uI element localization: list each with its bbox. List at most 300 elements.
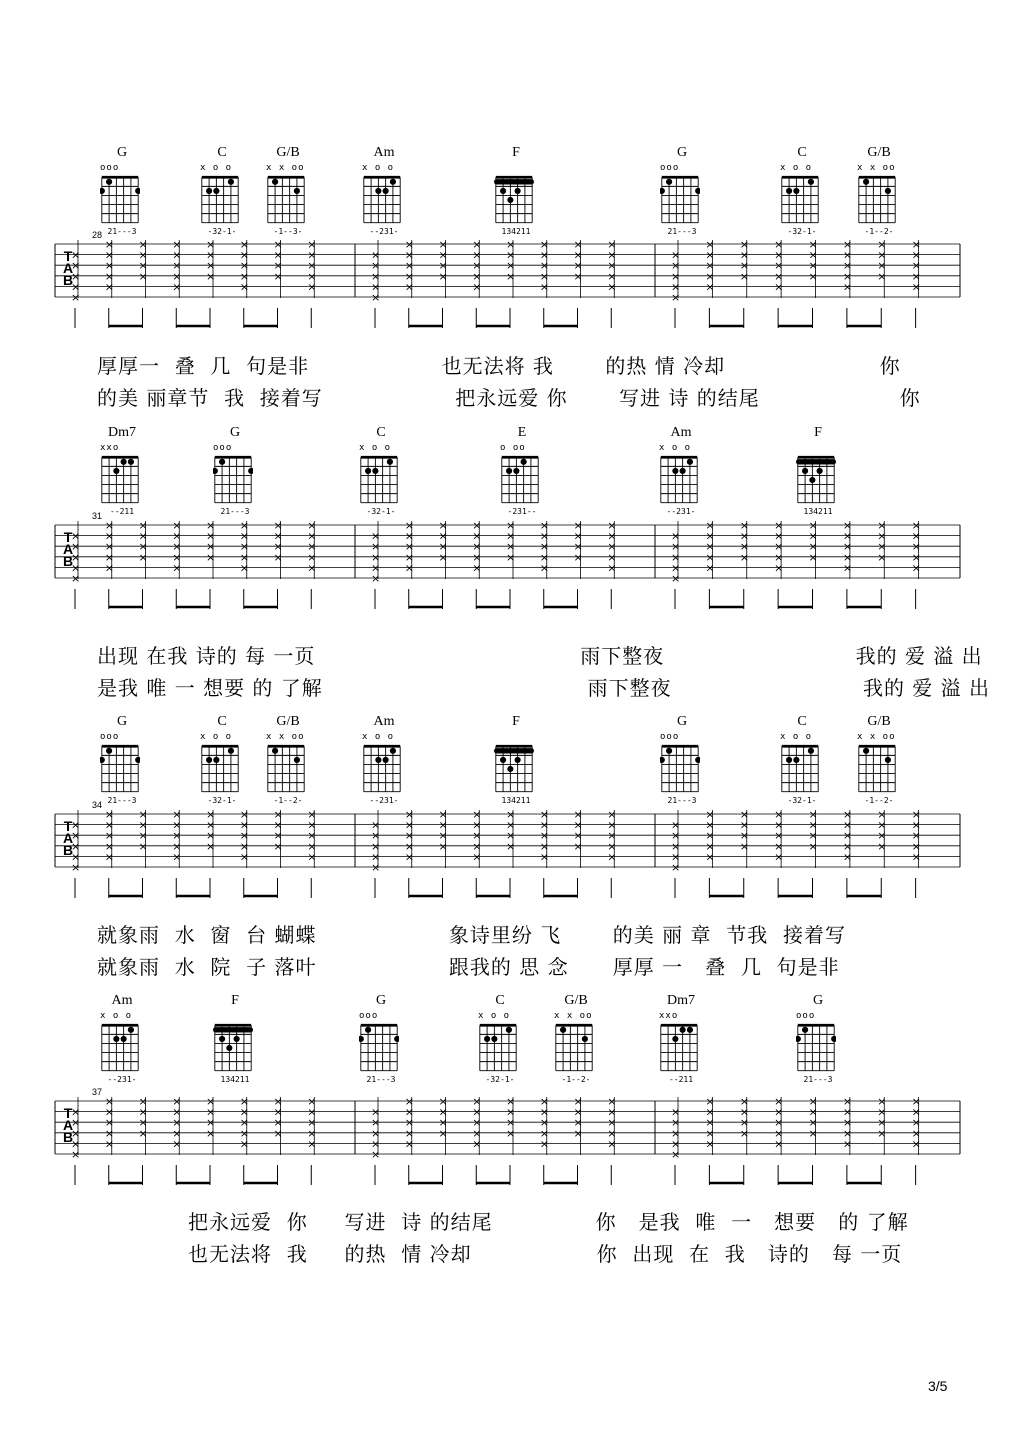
chord-diagram — [266, 714, 310, 809]
svg-text:×: × — [206, 839, 216, 853]
chord-fingering: -32-1- — [207, 796, 237, 805]
svg-text:×: × — [404, 829, 414, 843]
svg-text:×: × — [307, 829, 317, 843]
chord-diagram — [100, 714, 144, 809]
svg-text:×: × — [506, 269, 516, 283]
svg-text:×: × — [539, 810, 549, 821]
svg-text:×: × — [842, 1105, 853, 1119]
svg-text:×: × — [239, 850, 249, 864]
svg-text:×: × — [607, 1116, 617, 1130]
svg-text:×: × — [705, 550, 715, 564]
svg-text:×: × — [705, 521, 715, 532]
svg-text:×: × — [607, 1137, 617, 1151]
svg-text:×: × — [739, 248, 749, 262]
svg-text:×: × — [808, 529, 818, 543]
svg-text:×: × — [239, 839, 249, 853]
svg-text:×: × — [206, 1116, 216, 1130]
chord-diagram — [659, 993, 703, 1088]
svg-text:×: × — [138, 529, 148, 543]
chord-fingering: 21---3 — [107, 796, 137, 805]
svg-text:×: × — [71, 269, 81, 283]
svg-text:×: × — [671, 540, 681, 554]
svg-text:×: × — [911, 1137, 921, 1151]
svg-text:×: × — [506, 818, 516, 832]
svg-text:×: × — [438, 248, 448, 262]
svg-text:×: × — [172, 810, 182, 821]
svg-text:×: × — [671, 839, 681, 853]
chord-name: C — [495, 993, 505, 1008]
svg-text:×: × — [472, 248, 482, 262]
svg-text:×: × — [774, 240, 784, 251]
chord-name: Am — [373, 714, 395, 729]
svg-text:×: × — [877, 529, 887, 543]
svg-text:×: × — [239, 1137, 249, 1151]
svg-text:×: × — [739, 1097, 749, 1108]
tab-clef-letter: A — [62, 260, 74, 276]
chord-name: G/B — [867, 145, 891, 160]
open-string-marks: x o o — [659, 443, 692, 453]
svg-text:×: × — [573, 818, 583, 832]
svg-text:×: × — [104, 521, 114, 532]
svg-text:×: × — [539, 1126, 549, 1140]
svg-text:×: × — [774, 540, 784, 554]
svg-text:×: × — [71, 1126, 81, 1140]
svg-text:×: × — [172, 550, 182, 564]
svg-text:×: × — [239, 1097, 249, 1108]
svg-text:×: × — [404, 1137, 414, 1151]
svg-text:×: × — [138, 1105, 148, 1119]
tab-clef-letter: T — [63, 1105, 73, 1121]
svg-text:×: × — [71, 850, 81, 864]
svg-text:×: × — [206, 818, 216, 832]
open-string-marks: x x oo — [266, 163, 305, 173]
chord-name: Dm7 — [667, 993, 695, 1008]
svg-text:×: × — [808, 1116, 818, 1130]
svg-text:×: × — [808, 269, 818, 283]
svg-text:×: × — [671, 561, 681, 575]
svg-text:×: × — [877, 829, 887, 843]
svg-text:×: × — [911, 259, 921, 273]
svg-text:×: × — [104, 240, 114, 251]
svg-text:×: × — [104, 550, 114, 564]
open-string-marks: x o o — [362, 163, 395, 173]
svg-text:×: × — [739, 240, 749, 251]
svg-text:×: × — [705, 1137, 715, 1151]
svg-text:×: × — [472, 561, 482, 575]
chord-fingering: 21---3 — [803, 1075, 833, 1084]
chord-grid — [200, 175, 240, 225]
svg-text:×: × — [206, 521, 216, 532]
chord-diagram — [500, 425, 544, 520]
svg-text:×: × — [307, 850, 317, 864]
svg-text:×: × — [573, 1116, 583, 1130]
open-string-marks: x x oo — [554, 1011, 593, 1021]
svg-text:×: × — [877, 540, 887, 554]
chord-diagram — [494, 714, 538, 809]
chord-grid — [660, 175, 700, 225]
tab-clef-letter: B — [62, 553, 74, 569]
svg-text:×: × — [172, 280, 182, 294]
chord-fingering: --231- — [369, 227, 399, 236]
svg-text:×: × — [671, 1105, 681, 1119]
svg-text:×: × — [607, 529, 617, 543]
svg-text:×: × — [273, 1097, 283, 1108]
chord-fingering: -1--2- — [864, 796, 894, 805]
chord-name: G — [116, 145, 128, 160]
svg-text:×: × — [808, 240, 818, 251]
chord-diagram — [796, 993, 840, 1088]
svg-text:×: × — [404, 1126, 414, 1140]
svg-text:×: × — [371, 529, 381, 543]
svg-text:×: × — [71, 540, 81, 554]
svg-text:×: × — [273, 829, 283, 843]
svg-text:×: × — [774, 839, 784, 853]
svg-text:×: × — [671, 1116, 681, 1130]
chord-fingering: --231- — [369, 796, 399, 805]
chord-diagram — [362, 714, 406, 809]
svg-text:×: × — [573, 829, 583, 843]
svg-text:×: × — [842, 280, 853, 294]
svg-text:×: × — [877, 818, 887, 832]
chord-grid — [796, 1023, 836, 1073]
svg-text:×: × — [774, 850, 784, 864]
chord-diagram — [100, 993, 144, 1088]
svg-text:×: × — [239, 540, 249, 554]
svg-text:×: × — [71, 550, 81, 564]
svg-text:×: × — [539, 1105, 549, 1119]
chord-grid — [362, 744, 402, 794]
chord-name: Am — [111, 993, 133, 1008]
svg-text:×: × — [506, 529, 516, 543]
chord-name: F — [512, 714, 520, 729]
svg-text:×: × — [539, 561, 549, 575]
chord-name: G — [676, 714, 688, 729]
chord-name: C — [217, 145, 227, 160]
svg-text:×: × — [607, 561, 617, 575]
tab-lines — [0, 521, 1024, 631]
svg-text:×: × — [307, 550, 317, 564]
svg-text:×: × — [705, 240, 715, 251]
svg-text:×: × — [273, 1105, 283, 1119]
chord-grid — [857, 175, 897, 225]
svg-text:×: × — [273, 248, 283, 262]
chord-fingering: 134211 — [803, 507, 833, 516]
svg-text:×: × — [273, 810, 283, 821]
page-number: 3/5 — [928, 1378, 948, 1394]
open-string-marks: x x oo — [266, 732, 305, 742]
chord-grid — [659, 455, 699, 505]
svg-text:×: × — [842, 1116, 853, 1130]
svg-text:×: × — [539, 259, 549, 273]
svg-text:×: × — [273, 1126, 283, 1140]
svg-text:×: × — [739, 818, 749, 832]
svg-text:×: × — [506, 1105, 516, 1119]
svg-text:×: × — [671, 291, 681, 304]
svg-text:×: × — [774, 1097, 784, 1108]
svg-text:×: × — [911, 521, 921, 532]
svg-text:×: × — [539, 521, 549, 532]
svg-text:×: × — [104, 1126, 114, 1140]
svg-text:×: × — [539, 529, 549, 543]
svg-text:×: × — [671, 829, 681, 843]
svg-text:×: × — [808, 550, 818, 564]
svg-text:×: × — [438, 540, 448, 554]
svg-text:×: × — [842, 810, 853, 821]
svg-text:×: × — [472, 259, 482, 273]
tab-staff — [0, 1087, 1024, 1207]
svg-text:×: × — [307, 839, 317, 853]
svg-text:×: × — [506, 839, 516, 853]
svg-text:×: × — [172, 259, 182, 273]
svg-text:×: × — [671, 550, 681, 564]
svg-text:×: × — [404, 248, 414, 262]
open-string-marks: x x oo — [857, 732, 896, 742]
svg-text:×: × — [774, 1116, 784, 1130]
svg-text:×: × — [911, 240, 921, 251]
open-string-marks: x o o — [100, 1011, 133, 1021]
svg-text:×: × — [172, 818, 182, 832]
svg-text:×: × — [206, 1126, 216, 1140]
svg-text:×: × — [307, 269, 317, 283]
svg-text:×: × — [239, 1105, 249, 1119]
svg-text:×: × — [239, 280, 249, 294]
svg-text:×: × — [506, 1116, 516, 1130]
svg-text:×: × — [539, 829, 549, 843]
svg-text:×: × — [138, 550, 148, 564]
svg-text:×: × — [573, 540, 583, 554]
chord-grid — [780, 744, 820, 794]
open-string-marks: x o o — [478, 1011, 511, 1021]
svg-text:×: × — [607, 269, 617, 283]
chord-grid — [494, 175, 534, 225]
chord-grid — [200, 744, 240, 794]
lyric-line: 就象雨 水 窗 台 蝴蝶 象诗里纷 飞 的美 丽 章 节我 接着写 — [97, 923, 846, 947]
svg-text:×: × — [774, 259, 784, 273]
chord-name: G/B — [276, 145, 300, 160]
chord-fingering: 21---3 — [366, 1075, 396, 1084]
lyric-line: 是我 唯 一 想要 的 了解 雨下整夜 我的 爱 溢 出 — [97, 676, 991, 700]
svg-text:×: × — [438, 1097, 448, 1108]
svg-text:×: × — [911, 1097, 921, 1108]
svg-text:×: × — [573, 550, 583, 564]
svg-text:×: × — [774, 248, 784, 262]
tab-lines — [0, 1097, 1024, 1207]
open-string-marks: ooo — [100, 732, 120, 742]
chord-name: G/B — [276, 714, 300, 729]
svg-text:×: × — [671, 818, 681, 832]
svg-text:×: × — [739, 1105, 749, 1119]
svg-text:×: × — [774, 561, 784, 575]
svg-text:×: × — [438, 810, 448, 821]
svg-text:×: × — [671, 850, 681, 864]
chord-name: Am — [373, 145, 395, 160]
svg-text:×: × — [438, 818, 448, 832]
lyric-line: 也无法将 我 的热 情 冷却 你 出现 在 我 诗的 每 一页 — [188, 1242, 903, 1266]
svg-text:×: × — [877, 1126, 887, 1140]
chord-grid — [359, 1023, 399, 1073]
svg-text:×: × — [911, 818, 921, 832]
chord-fingering: 134211 — [501, 227, 531, 236]
chord-diagram — [857, 145, 901, 240]
svg-text:×: × — [607, 1097, 617, 1108]
chord-grid — [359, 455, 399, 505]
open-string-marks: o oo — [500, 443, 526, 453]
svg-text:×: × — [671, 572, 681, 585]
svg-text:×: × — [404, 850, 414, 864]
svg-text:×: × — [539, 280, 549, 294]
chord-fingering: --211 — [668, 1075, 694, 1084]
svg-text:×: × — [172, 521, 182, 532]
svg-text:×: × — [808, 818, 818, 832]
chord-fingering: 134211 — [220, 1075, 250, 1084]
tab-clef-letter: A — [62, 1117, 74, 1133]
svg-text:×: × — [877, 1105, 887, 1119]
svg-text:×: × — [911, 1126, 921, 1140]
open-string-marks: ooo — [213, 443, 233, 453]
svg-text:×: × — [472, 839, 482, 853]
svg-text:×: × — [705, 839, 715, 853]
svg-text:×: × — [307, 810, 317, 821]
open-string-marks: x x oo — [857, 163, 896, 173]
svg-text:×: × — [371, 280, 381, 294]
svg-text:×: × — [911, 561, 921, 575]
open-string-marks: ooo — [660, 732, 680, 742]
bar-number: 34 — [92, 800, 103, 810]
chord-diagram — [857, 714, 901, 809]
svg-text:×: × — [172, 540, 182, 554]
svg-text:×: × — [911, 540, 921, 554]
chord-name: Am — [670, 425, 692, 440]
svg-text:×: × — [573, 269, 583, 283]
svg-text:×: × — [539, 269, 549, 283]
svg-text:×: × — [438, 829, 448, 843]
chord-grid — [362, 175, 402, 225]
chord-name: E — [517, 425, 527, 440]
chord-name: G/B — [867, 714, 891, 729]
svg-text:×: × — [273, 269, 283, 283]
svg-text:×: × — [172, 248, 182, 262]
svg-text:×: × — [472, 529, 482, 543]
svg-text:×: × — [774, 818, 784, 832]
chord-name: G — [229, 425, 241, 440]
chord-name: C — [797, 145, 807, 160]
svg-text:×: × — [539, 818, 549, 832]
svg-text:×: × — [808, 839, 818, 853]
svg-text:×: × — [842, 839, 853, 853]
svg-text:×: × — [273, 240, 283, 251]
svg-text:×: × — [71, 572, 81, 585]
chord-fingering: --231- — [666, 507, 696, 516]
chord-grid — [857, 744, 897, 794]
svg-text:×: × — [506, 248, 516, 262]
lyric-line: 厚厚一 叠 几 句是非 也无法将 我 的热 情 冷却 你 — [97, 354, 901, 378]
chord-name: C — [376, 425, 386, 440]
open-string-marks: ooo — [100, 163, 120, 173]
svg-text:×: × — [138, 839, 148, 853]
svg-text:×: × — [307, 561, 317, 575]
svg-text:×: × — [472, 1105, 482, 1119]
svg-text:×: × — [438, 550, 448, 564]
svg-text:×: × — [104, 269, 114, 283]
svg-text:×: × — [273, 839, 283, 853]
svg-text:×: × — [705, 259, 715, 273]
svg-text:×: × — [842, 850, 853, 864]
svg-text:×: × — [404, 839, 414, 853]
chord-grid — [796, 455, 836, 505]
svg-text:×: × — [705, 280, 715, 294]
svg-text:×: × — [671, 861, 681, 874]
svg-text:×: × — [71, 1148, 81, 1161]
svg-text:×: × — [371, 1126, 381, 1140]
svg-text:×: × — [774, 829, 784, 843]
chord-grid — [213, 1023, 253, 1073]
svg-text:×: × — [671, 280, 681, 294]
svg-text:×: × — [671, 1126, 681, 1140]
svg-text:×: × — [307, 248, 317, 262]
svg-text:×: × — [404, 540, 414, 554]
svg-text:×: × — [472, 550, 482, 564]
svg-text:×: × — [371, 269, 381, 283]
chord-diagram — [359, 425, 403, 520]
svg-text:×: × — [911, 269, 921, 283]
svg-text:×: × — [877, 259, 887, 273]
svg-text:×: × — [911, 550, 921, 564]
chord-fingering: -32-1- — [366, 507, 396, 516]
svg-text:×: × — [239, 529, 249, 543]
chord-grid — [494, 744, 534, 794]
tab-lines — [0, 240, 1024, 350]
open-string-marks: ooo — [660, 163, 680, 173]
svg-text:×: × — [607, 280, 617, 294]
chord-grid — [780, 175, 820, 225]
svg-text:×: × — [607, 810, 617, 821]
chord-fingering: -1--3- — [273, 227, 303, 236]
svg-text:×: × — [71, 259, 81, 273]
svg-text:×: × — [573, 529, 583, 543]
svg-text:×: × — [877, 269, 887, 283]
svg-text:×: × — [472, 280, 482, 294]
svg-text:×: × — [808, 248, 818, 262]
bar-number: 31 — [92, 511, 103, 521]
svg-text:×: × — [911, 1105, 921, 1119]
chord-diagram — [200, 145, 244, 240]
svg-text:×: × — [911, 280, 921, 294]
svg-text:×: × — [842, 248, 853, 262]
svg-text:×: × — [172, 1097, 182, 1108]
svg-text:×: × — [774, 1137, 784, 1151]
chord-diagram — [796, 425, 840, 520]
svg-text:×: × — [877, 810, 887, 821]
svg-text:×: × — [104, 1097, 114, 1108]
svg-text:×: × — [774, 810, 784, 821]
svg-text:×: × — [239, 561, 249, 575]
svg-text:×: × — [104, 259, 114, 273]
svg-text:×: × — [307, 240, 317, 251]
svg-text:×: × — [472, 1097, 482, 1108]
svg-text:×: × — [808, 1097, 818, 1108]
svg-text:×: × — [138, 269, 148, 283]
svg-text:×: × — [877, 839, 887, 853]
svg-text:×: × — [371, 1105, 381, 1119]
svg-text:×: × — [371, 291, 381, 304]
chord-grid — [478, 1023, 518, 1073]
svg-text:×: × — [71, 280, 81, 294]
svg-text:×: × — [506, 810, 516, 821]
tab-clef-letter: T — [63, 248, 73, 264]
svg-text:×: × — [438, 529, 448, 543]
svg-text:×: × — [506, 829, 516, 843]
svg-text:×: × — [239, 810, 249, 821]
